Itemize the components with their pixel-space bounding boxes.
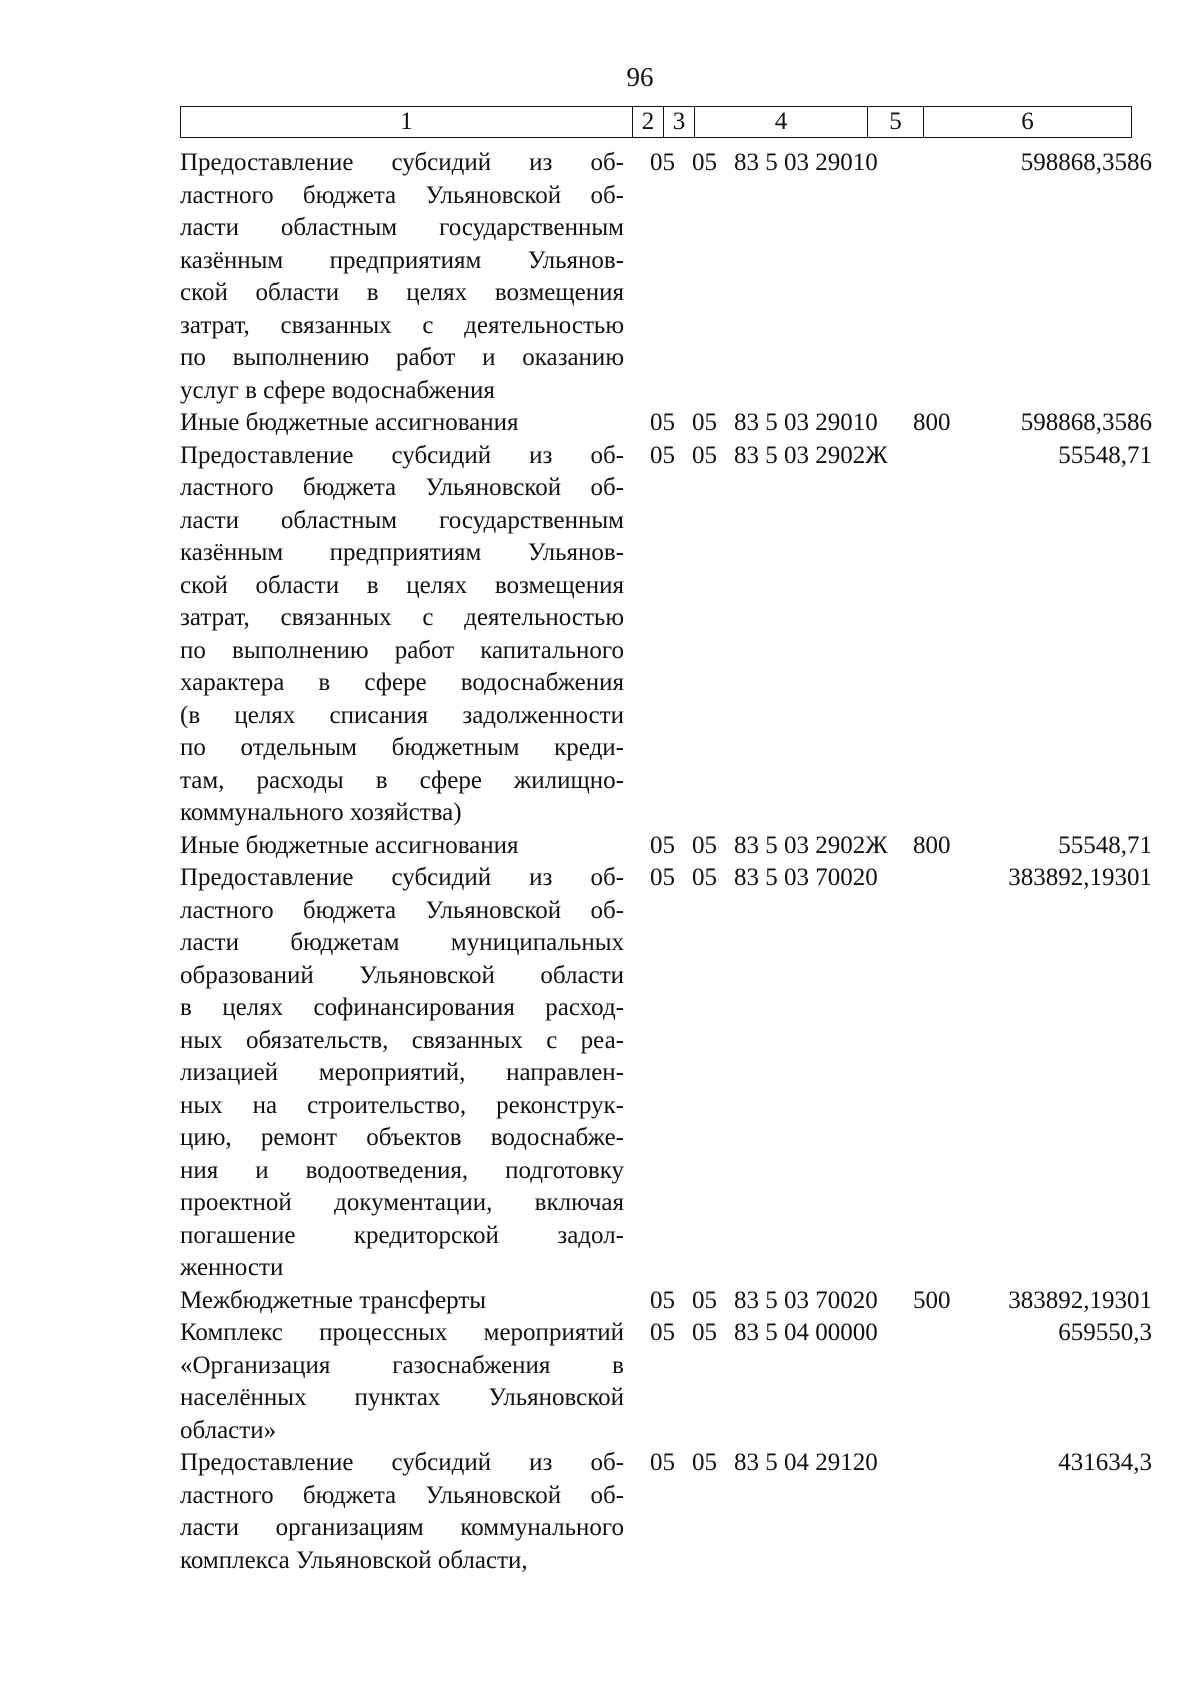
description-line: казённым предприятиям Ульянов- <box>180 539 624 566</box>
row-cell-c6: 55548,71 <box>1058 441 1152 469</box>
description-line: Иные бюджетные ассигнования <box>180 831 519 859</box>
row-cell-c6: 598868,3586 <box>1020 149 1152 176</box>
description-line: Предоставление субсидий из об- <box>180 1449 624 1476</box>
description-line: ласти областным государственным <box>180 506 624 534</box>
description-line: женности <box>180 1254 284 1281</box>
description-line: образований Ульяновской области <box>180 961 624 989</box>
row-cell-c6: 383892,19301 <box>1008 1286 1152 1314</box>
row-cell-c4: 83 5 03 2902Ж <box>734 831 888 859</box>
description-line: Предоставление субсидий из об- <box>180 441 624 469</box>
row-cell-c6: 383892,19301 <box>1008 864 1152 891</box>
table-row <box>180 862 1160 1285</box>
row-cell-c3: 05 <box>692 409 717 436</box>
description-line: ластного бюджета Ульяновской об- <box>180 896 624 924</box>
description-line: по выполнению работ капитального <box>180 636 624 664</box>
description-line: ния и водоотведения, подготовку <box>180 1156 624 1184</box>
description-line: ласти областным государственным <box>180 214 624 241</box>
description-line: (в целях списания задолженности <box>180 701 624 729</box>
row-cell-c3: 05 <box>692 831 717 859</box>
row-description <box>180 1317 624 1447</box>
description-line: области» <box>180 1416 277 1444</box>
description-line: ской области в целях возмещения <box>180 571 624 599</box>
table-row <box>180 1285 1160 1318</box>
row-cell-c3: 05 <box>692 149 717 176</box>
row-description <box>180 407 624 440</box>
description-line: в целях софинансирования расход- <box>180 994 624 1021</box>
description-line: затрат, связанных с деятельностью <box>180 311 624 339</box>
row-cell-c2: 05 <box>650 1286 675 1314</box>
description-line: по выполнению работ и оказанию <box>180 344 624 371</box>
row-cell-c3: 05 <box>692 1449 717 1476</box>
row-cell-c2: 05 <box>650 1449 675 1476</box>
description-line: Предоставление субсидий из об- <box>180 149 624 176</box>
row-description <box>180 830 624 863</box>
description-line: Предоставление субсидий из об- <box>180 864 624 891</box>
row-cell-c3: 05 <box>692 1286 717 1314</box>
row-cell-c4: 83 5 04 00000 <box>734 1319 878 1346</box>
row-cell-c2: 05 <box>650 831 675 859</box>
row-cell-c3: 05 <box>692 441 717 469</box>
column-header-2: 2 <box>633 107 664 138</box>
description-line: коммунального хозяйства) <box>180 799 462 826</box>
table-row <box>180 830 1160 863</box>
table-row <box>180 407 1160 440</box>
description-line: затрат, связанных с деятельностью <box>180 604 624 631</box>
description-line: там, расходы в сфере жилищно- <box>180 766 624 794</box>
row-cell-c4: 83 5 03 2902Ж <box>734 441 888 469</box>
page-number: 96 <box>626 62 654 92</box>
description-line: ных обязательств, связанных с реа- <box>180 1026 624 1054</box>
description-line: по отдельным бюджетным креди- <box>180 734 624 761</box>
row-description <box>180 1447 624 1577</box>
column-header-1: 1 <box>181 107 633 138</box>
description-line: услуг в сфере водоснабжения <box>180 376 495 404</box>
row-cell-c6: 659550,3 <box>1058 1319 1152 1346</box>
row-cell-c5: 800 <box>913 831 951 859</box>
row-description <box>180 147 624 407</box>
table-row <box>180 1317 1160 1447</box>
description-line: лизацией мероприятий, направлен- <box>180 1059 624 1086</box>
column-header-table <box>180 106 1132 138</box>
description-line: Иные бюджетные ассигнования <box>180 409 519 436</box>
description-line: Комплекс процессных мероприятий <box>180 1319 624 1346</box>
column-header-row <box>181 107 1132 138</box>
description-line: ластного бюджета Ульяновской об- <box>180 1481 624 1509</box>
description-line: проектной документации, включая <box>180 1189 624 1216</box>
row-cell-c2: 05 <box>650 409 675 436</box>
description-line: ласти организациям коммунального <box>180 1514 624 1541</box>
row-cell-c4: 83 5 04 29120 <box>734 1449 878 1476</box>
row-cell-c3: 05 <box>692 1319 717 1346</box>
column-header-3: 3 <box>664 107 695 138</box>
row-cell-c5: 800 <box>913 409 951 436</box>
description-line: населённых пунктах Ульяновской <box>180 1384 624 1411</box>
row-cell-c2: 05 <box>650 149 675 176</box>
table-row <box>180 440 1160 830</box>
row-cell-c5: 500 <box>913 1286 951 1314</box>
description-line: ластного бюджета Ульяновской об- <box>180 181 624 209</box>
row-cell-c4: 83 5 03 70020 <box>734 864 878 891</box>
row-cell-c3: 05 <box>692 864 717 891</box>
column-header-4: 4 <box>695 107 868 138</box>
table-row <box>180 147 1160 407</box>
description-line: ных на строительство, реконструк- <box>180 1091 624 1119</box>
row-cell-c4: 83 5 03 29010 <box>734 149 878 176</box>
table-row <box>180 1447 1160 1577</box>
description-line: казённым предприятиям Ульянов- <box>180 246 624 274</box>
description-line: характера в сфере водоснабжения <box>180 669 624 696</box>
row-cell-c4: 83 5 03 70020 <box>734 1286 878 1314</box>
budget-table-body <box>180 147 1160 1577</box>
row-cell-c2: 05 <box>650 864 675 891</box>
description-line: комплекса Ульяновской области, <box>180 1546 528 1574</box>
row-description <box>180 1285 624 1318</box>
column-header-5: 5 <box>868 107 924 138</box>
row-description <box>180 862 624 1285</box>
row-cell-c6: 598868,3586 <box>1020 409 1152 436</box>
row-description <box>180 440 624 830</box>
row-cell-c2: 05 <box>650 1319 675 1346</box>
description-line: ской области в целях возмещения <box>180 279 624 306</box>
description-line: погашение кредиторской задол- <box>180 1221 624 1249</box>
description-line: ластного бюджета Ульяновской об- <box>180 474 624 501</box>
description-line: цию, ремонт объектов водоснабже- <box>180 1124 624 1151</box>
column-header-6: 6 <box>924 107 1132 138</box>
row-cell-c2: 05 <box>650 441 675 469</box>
description-line: «Организация газоснабжения в <box>180 1351 624 1379</box>
row-cell-c4: 83 5 03 29010 <box>734 409 878 436</box>
row-cell-c6: 55548,71 <box>1058 831 1152 859</box>
row-cell-c6: 431634,3 <box>1058 1449 1152 1476</box>
description-line: Межбюджетные трансферты <box>180 1286 487 1314</box>
description-line: ласти бюджетам муниципальных <box>180 929 624 956</box>
